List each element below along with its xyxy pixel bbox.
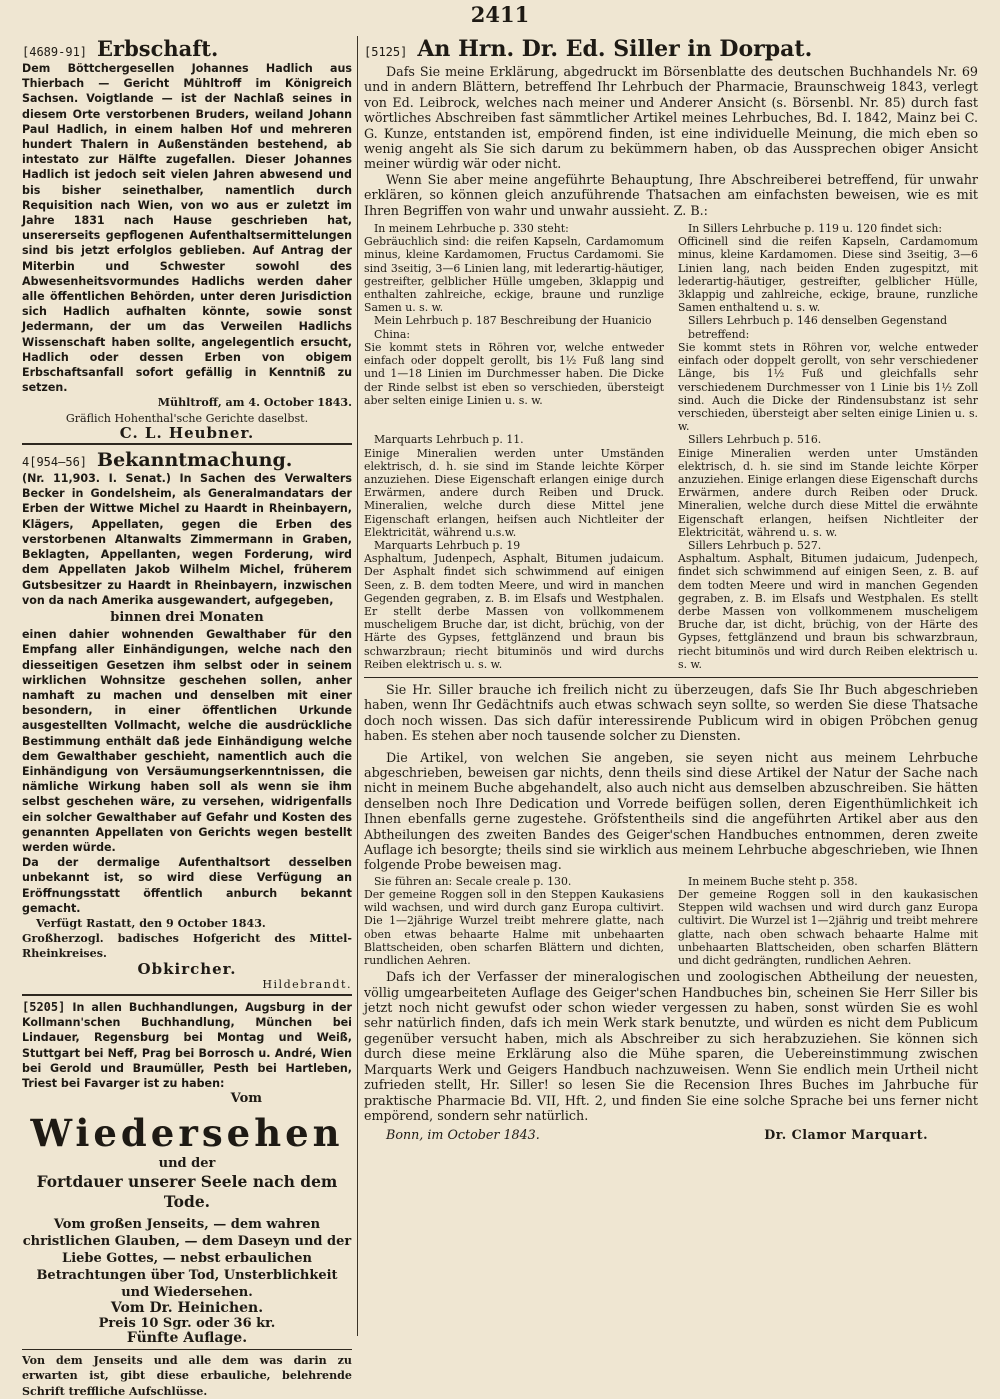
ad-intro-text: In allen Buchhandlungen, Augsburg in der Kollmann'schen Buchhandlung, München bei Lindauer, Regensburg bei Montag und Weiß, Stuttgart bei Neff, Prag bei Borrosch u. André, Wien bei Gerold und Braumüller, Pesth bei Hartleben, Triest bei Favarger ist zu haben: [22,1000,352,1090]
left-column [22,36,352,1398]
article-footer [364,1127,978,1142]
notice-deadline: binnen drei Monaten [110,609,264,625]
ad-rule [22,1349,352,1350]
comparison-list [364,222,978,671]
notice-erbschaft [22,36,352,441]
page-number: 2411 [470,2,530,27]
section-rule [22,994,352,996]
comparison-pair [364,314,978,433]
notice-signature: Obkircher. [137,959,237,978]
comparison-left-heading: Sie führen an: Secale creale p. 130. [374,874,572,888]
comparison-right-text: Der gemeine Roggen soll in den kaukasischen Steppen wild wachsen und wird durch ganz Europa cultivirt. Die Wurzel ist 1—2jährig und treibt mehrere glatte, nach oben schwach behaarte Halme mit unbehaarten Blattscheiden, oben scharfen Blättern und dicht gedrängten, rundlichen Aehren. [678,888,978,968]
ad-und: und der [158,1156,216,1172]
notice-body: (Nr. 11,903. I. Senat.) In Sachen des Verwalters Becker in Gondelsheim, als Generalmandatars der Erben der Wittwe Michel zu Haardt in Rheinbayern, Klägers, Appellaten, gegen die Erben des verstorbenen Altanwalts Zimmermann in Graben, Beklagten, Appellanten, wegen Forderung, wird dem Appellaten Jakob Wilhelm Michel, früherem Gutsbesitzer zu Haardt in Rheinbayern, inzwischen von da nach Amerika ausgewandert, aufgegeben, [22,472,352,607]
notice-bekanntmachung [22,449,352,992]
section-rule [22,443,352,445]
comparison-left-heading: Marquarts Lehrbuch p. 11. [374,433,524,447]
comparison-pair [364,433,978,539]
article-paragraph-3: Sie Hr. Siller brauche ich freilich nicht zu überzeugen, dafs Sie Ihr Buch abgeschrieben haben, wenn Ihr Gedächtnifs auch etwas schwach seyn sollte, so werden Sie diese Thatsache doch noch wissen. Das sich dafür interessirende Publicum wird in obigen Pröbchen genug haben. Es stehen aber noch tausende solcher zu Diensten. [364,681,978,744]
notice-date: Mühltroff, am 4. October 1843. [157,396,352,410]
article-tag: [5125] [364,45,408,59]
comparison-right-text: Sie kommt stets in Röhren vor, welche entweder einfach oder doppelt gerollt, von sehr verschiedener Länge, bis 1½ Fuß und gleichfalls sehr verschiedenem Durchmesser von 1 Linie bis 1½ Zoll sind. Auch die Dicke der Rindensubstanz ist sehr verschieden, übersteigt aber selten einige Linien u. s. w. [678,340,978,434]
ad-book-title: Wiedersehen [30,1111,344,1156]
book-advertisement [22,1000,352,1399]
comparison-left-text: Asphaltum, Judenpech, Asphalt, Bitumen judaicum. Der Asphalt findet sich schwimmend auf einigen Seen, z. B. dem todten Meere, und wird in manchen Gegenden gegraben, z. B. im Elsafs und Westphalen. Er stellt derbe Massen von vollkommenem muscheligem Bruche dar, ist dicht, brüchig, von der Härte des Gypses, fettglänzend und braun bis schwarzbraun; riecht bituminös und wird durchs Reiben elektrisch u. s. w. [364,552,664,671]
ad-note: Von dem Jenseits und alle dem was darin zu erwarten ist, gibt diese erbauliche, belehrende Schrift treffliche Aufschlüsse. [22,1354,352,1398]
notice-title: Erbschaft. [97,36,219,61]
ad-author: Vom Dr. Heinichen. [110,1299,264,1316]
notice-body-2: einen dahier wohnenden Gewalthaber für den Empfang aller Einhändigungen, welche nach den diesseitigen Gesetzen ihm selbst oder in seinem wirklichen Wohnsitze geschehen sollen, anher namhaft zu machen und denselben mit einer besondern, in einer öffentlichen Urkunde ausgestellten Vollmacht, welche die ausdrückliche Bestimmung enthält daß jede Einhändigung welche dem Gewalthaber geschieht, namentlich auch die Einhändigung von Versäumungserkenntnissen, die nämliche Wirkung haben soll als wenn sie ihm selbst geschehen wäre, zu versehen, widrigenfalls ein solcher Gewalthaber auf Gefahr und Kosten des genannten Appellaten von Gerichts wegen bestellt werden würde. [22,628,352,854]
comparison-right-heading: Sillers Lehrbuch p. 516. [688,433,822,447]
comparison-right-heading: Sillers Lehrbuch p. 527. [688,538,822,552]
notice-body-3: Da der dermalige Aufenthaltsort desselben unbekannt ist, so wird diese Verfügung an Eröffnungsstatt öffentlich anburch bekannt gemacht. [22,856,352,915]
right-column [364,36,978,1341]
notice-court: Großherzogl. badisches Hofgericht des Mittel-Rheinkreises. [22,932,352,961]
comparison-right-heading: Sillers Lehrbuch p. 146 denselben Gegenstand betreffend: [688,314,948,341]
ad-intro [22,1000,352,1091]
comparison-right-text: Einige Mineralien werden unter Umständen elektrisch, d. h. sie sind im Stande leichte Körper anzuziehen. Einige erlangen diese Eigenschaft durchs Erwärmen, andere durch Reiben oder Druck. Mineralien, welche durch diese Mittel die erwähnte Eigenschaft erlangen, heifsen Nichtleiter der Elektricität, während u. s. w. [678,446,978,539]
notice-tag: [4689-91] [22,45,88,59]
article-paragraph-5: Dafs ich der Verfasser der mineralogischen und zoologischen Abtheilung der neuesten, völlig umgearbeiteten Auflage des Geiger'schen Handbuches bin, scheinen Sie Herr Siller bis jetzt noch nicht gewufst oder schon wieder vergessen zu haben, sonst würden Sie es wohl sehr natürlich finden, dafs ich mein Werk stark benutzte, und würden es nicht dem Publicum gegenüber versucht haben, mich als Abschreiber zu sich herabzuziehen. Sie können sich durch diese meine Erklärung also die Mühe sparen, die Uebereinstimmung zwischen Marquarts Werk und Geigers Handbuch nachzuweisen. Wenn Sie endlich mein Urtheil nicht zufrieden stellt, Hr. Siller! so lesen Sie die Recension Ihres Buches im Jahrbuche für praktische Pharmacie Bd. VII, Hft. 2, und finden Sie eine solche Sprache bei uns ferner nicht empörend, sondern sehr natürlich. [364,969,978,1123]
notice-signature: C. L. Heubner. [119,423,255,442]
notice-title: Bekanntmachung. [97,449,293,472]
ad-description: Vom großen Jenseits, — dem wahren christlichen Glauben, — dem Daseyn und der Liebe Gottes, — nebst erbaulichen Betrachtungen über Tod, Unsterblichkeit und Wiedersehen. [22,1216,352,1300]
comparison-left-heading: In meinem Lehrbuche p. 330 steht: [374,222,569,236]
article-title: An Hrn. Dr. Ed. Siller in Dorpat. [417,36,813,62]
comparison-pair [364,875,978,967]
comparison-pair [364,222,978,314]
comparison-pair [364,539,978,671]
article-signature: Dr. Clamor Marquart. [764,1127,928,1143]
ad-vom: Vom [230,1091,262,1107]
comparison-right-text: Asphaltum. Asphalt, Bitumen judaicum, Judenpech, findet sich schwimmend auf einigen Seen, z. B. auf dem todten Meere und wird in manchen Gegenden gegraben, z. B. im Elsafs und Westphalen. Es stellt derbe Massen von vollkommenem muscheligem Bruche dar, ist dicht, brüchig, von der Härte des Gypses, fettglänzend und braun bis schwarzbraun, riecht bituminös und wird durch Reiben elektrisch u. s. w. [678,552,978,671]
comparison-right-heading: In Sillers Lehrbuche p. 119 u. 120 findet sich: [688,222,943,236]
article-paragraph-1: Dafs Sie meine Erklärung, abgedruckt im Börsenblatte des deutschen Buchhandels Nr. 69 und in andern Blättern, betreffend Ihr Lehrbuch der Pharmacie, Braunschweig 1843, verlegt von Ed. Leibrock, welches nach meiner und Anderer Ansicht (s. Börsenbl. Nr. 85) durch fast wörtliches Abschreiben fast sämmtlicher Artikel meines Lehrbuches, Bd. I. 1842, Mainz bei C. G. Kunze, entstanden ist, empörend finden, ist eine individuelle Meinung, die mich eben so wenig angeht als Sie sich darum zu bekümmern haben, ob das Aussprechen obiger Ansicht meiner würdig wär oder nicht. [364,64,978,172]
comparison-rule [364,677,978,678]
ad-edition: Fünfte Auflage. [126,1330,248,1347]
notice-tag: 4[954—56] [22,455,88,470]
comparison-left-heading: Marquarts Lehrbuch p. 19 [374,538,521,552]
article-paragraph-2: Wenn Sie aber meine angeführte Behauptung, Ihre Abschreiberei betreffend, für unwahr erklären, so können gleich anzuführende Thatsachen am einfachsten beweisen, wie es mit Ihren Begriffen von wahr und unwahr aussieht. Z. B.: [364,171,978,218]
comparison-left-text: Der gemeine Roggen soll in den Steppen Kaukasiens wild wachsen, und wird durch ganz Europa cultivirt. Die 1—2jährige Wurzel treibt mehrere glatte, nach oben etwas behaarte Halme mit unbehaarten Blattscheiden, oben scharfen Blättern und dichten, rundlichen Aehren. [364,888,664,968]
ad-book-subtitle: Fortdauer unserer Seele nach dem Tode. [36,1171,338,1211]
notice-body: Dem Böttchergesellen Johannes Hadlich aus Thierbach — Gericht Mühltroff im Königreich Sachsen. Voigtlande — ist der Nachlaß seines in diesem Orte verstorbenen Bruders, weiland Johann Paul Hadlich, in einem halben Hof und mehreren hundert Thalern in Außenständen bestehend, ab intestato zur Hälfte zugefallen. Dieser Johannes Hadlich ist jedoch seit vielen Jahren abwesend und bis bisher seinethalber, namentlich durch Requisition nach Wien, von wo aus er zuletzt im Jahre 1831 nach Hause geschrieben hat, unsererseits gepflogenen Aufenthaltsermittelungen sind bis jetzt erfolglos geblieben. Auf Antrag der Miterbin und Schwester sowohl des Abwesenheitsvormundes Hadlichs werden daher alle öffentlichen Behörden, unter deren Jurisdiction sich Hadlich aufhalten könnte, sowie sonst Jedermann, der um das Verweilen Hadlichs Wissenschaft haben sollte, angelegentlich ersucht, Hadlich oder dessen Erben von obigem Erbschaftsanfall sofort gefällig in Kenntniß zu setzen. [22,62,352,395]
notice-date: Verfügt Rastatt, den 9 October 1843. [36,916,266,930]
column-divider [357,36,358,1336]
comparison-left-text: Sie kommt stets in Röhren vor, welche entweder einfach oder doppelt gerollt, bis 1½ Fuß lang sind und 1—18 Linien im Durchmesser haben. Die Dicke der Rinde selbst ist eben so verschieden, übersteigt aber selten einige Linien u. s. w. [364,340,664,407]
comparison-left-text: Einige Mineralien werden unter Umständen elektrisch, d. h. sie sind im Stande leichte Körper anzuziehen. Diese Eigenschaft erlangen einige durch Erwärmen, andere durch Reiben und Druck. Mineralien, welche durch diese Mittel jene Eigenschaft erlangen, heifsen auch Nichtleiter der Elektricität, während u.s.w. [364,446,664,539]
comparison-left-heading: Mein Lehrbuch p. 187 Beschreibung der Huanicio China: [374,314,652,341]
comparison-left-text: Gebräuchlich sind: die reifen Kapseln, Cardamomum minus, kleine Kardamomen, Fructus Cardamomi. Sie sind 3seitig, 3—6 Linien lang, mit lederartig-häutiger, gestreifter, gelblicher Hülle umgeben, 3klappig und enthalten zahlreiche, eckige, braune und runzlige Samen u. s. w. [364,235,664,315]
comparison-right-text: Officinell sind die reifen Kapseln, Cardamomum minus, kleine Kardamomen. Diese sind 3seitig, 3—6 Linien lang, nach beiden Enden zugespitzt, mit lederartig-häutiger, gestreifter, gelblicher Hülle, 3klappig und zahlreiche, eckige, braune, runzliche Samen enthaltend u. s. w. [678,235,978,315]
notice-signature-2: Hildebrandt. [262,977,352,991]
notice-court: Gräflich Hohenthal'sche Gerichte daselbst. [65,411,309,425]
comparison-right-heading: In meinem Buche steht p. 358. [688,874,858,888]
article-place-date: Bonn, im October 1843. [386,1127,540,1143]
article-paragraph-4: Die Artikel, von welchen Sie angeben, sie seyen nicht aus meinem Lehrbuche abgeschrieben, beweisen gar nichts, denn theils sind diese Artikel der Natur der Sache nach nicht in meinem Buche abgehandelt, also auch nicht aus demselben abzuschreiben. Sie hätten denselben noch Ihre Dedication und Vorrede beifügen sollen, deren Eigenthümlichkeit ich Ihnen ebenfalls gerne zugestehe. Gröfstentheils sind die angeführten Artikel aber aus den Abtheilungen des zweiten Bandes des Geiger'schen Handbuches entnommen, deren zweite Auflage ich besorgte; theils sind sie wirklich aus meinem Lehrbuche abgeschrieben, wie Ihnen folgende Probe beweisen mag. [364,749,978,873]
ad-tag: [5205] [22,999,66,1014]
ad-price: Preis 10 Sgr. oder 36 kr. [98,1315,276,1331]
